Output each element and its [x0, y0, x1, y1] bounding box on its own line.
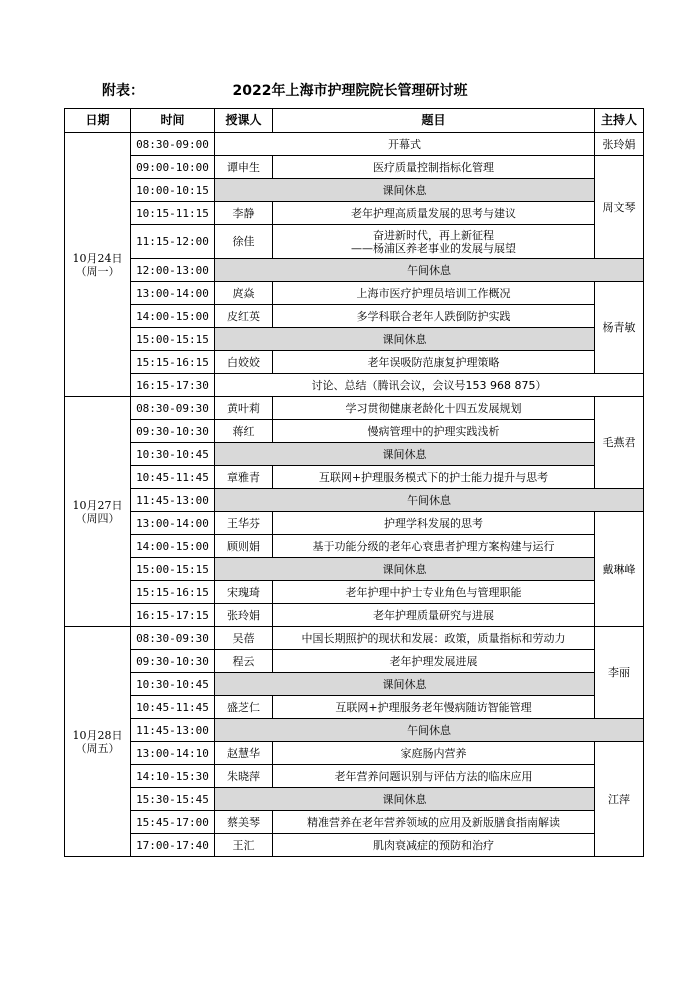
- topic-cell: 奋进新时代，再上新征程 ——杨浦区养老事业的发展与展望: [273, 225, 595, 259]
- table-row: [65, 696, 644, 719]
- discussion-cell: 讨论、总结（腾讯会议，会议号153 968 875）: [215, 374, 644, 397]
- break-cell: 课间休息: [215, 788, 595, 811]
- table-row: [65, 788, 644, 811]
- time-cell: 13:00-14:00: [131, 282, 215, 305]
- time-cell: 11:15-12:00: [131, 225, 215, 259]
- table-row: [65, 351, 644, 374]
- time-cell: 11:45-13:00: [131, 719, 215, 742]
- table-row: [65, 397, 644, 420]
- time-cell: 15:45-17:00: [131, 811, 215, 834]
- topic-cell: 上海市医疗护理员培训工作概况: [273, 282, 595, 305]
- topic-cell: 精准营养在老年营养领域的应用及新版膳食指南解读: [273, 811, 595, 834]
- time-cell: 10:30-10:45: [131, 443, 215, 466]
- topic-cell: 学习贯彻健康老龄化十四五发展规划: [273, 397, 595, 420]
- table-row: [65, 133, 644, 156]
- time-cell: 10:00-10:15: [131, 179, 215, 202]
- col-header-host: 主持人: [595, 109, 644, 133]
- table-row: [65, 558, 644, 581]
- time-cell: 16:15-17:30: [131, 374, 215, 397]
- speaker-cell: 蔡美琴: [215, 811, 273, 834]
- topic-cell: 多学科联合老年人跌倒防护实践: [273, 305, 595, 328]
- speaker-cell: 盛芝仁: [215, 696, 273, 719]
- speaker-cell: 张玲娟: [215, 604, 273, 627]
- host-cell: 戴琳峰: [595, 512, 644, 627]
- speaker-cell: 皮红英: [215, 305, 273, 328]
- table-row: [65, 443, 644, 466]
- table-row: [65, 650, 644, 673]
- speaker-cell: 王汇: [215, 834, 273, 857]
- time-cell: 08:30-09:00: [131, 133, 215, 156]
- host-cell: 毛燕君: [595, 397, 644, 489]
- topic-cell: 互联网+护理服务模式下的护士能力提升与思考: [273, 466, 595, 489]
- speaker-cell: 朱晓萍: [215, 765, 273, 788]
- time-cell: 16:15-17:15: [131, 604, 215, 627]
- table-row: [65, 156, 644, 179]
- topic-cell: 开幕式: [215, 133, 595, 156]
- time-cell: 09:00-10:00: [131, 156, 215, 179]
- table-row: [65, 259, 644, 282]
- topic-cell: 老年护理中护士专业角色与管理职能: [273, 581, 595, 604]
- table-row: [65, 420, 644, 443]
- topic-cell: 老年护理高质量发展的思考与建议: [273, 202, 595, 225]
- topic-cell: 老年营养问题识别与评估方法的临床应用: [273, 765, 595, 788]
- speaker-cell: 赵慧华: [215, 742, 273, 765]
- speaker-cell: 庹焱: [215, 282, 273, 305]
- time-cell: 09:30-10:30: [131, 650, 215, 673]
- topic-cell: 慢病管理中的护理实践浅析: [273, 420, 595, 443]
- speaker-cell: 顾则娟: [215, 535, 273, 558]
- speaker-cell: 黄叶莉: [215, 397, 273, 420]
- host-cell: 江萍: [595, 742, 644, 857]
- table-row: [65, 673, 644, 696]
- break-cell: 午间休息: [215, 259, 644, 282]
- time-cell: 14:10-15:30: [131, 765, 215, 788]
- host-cell: 李丽: [595, 627, 644, 719]
- col-header-date: 日期: [65, 109, 131, 133]
- time-cell: 15:30-15:45: [131, 788, 215, 811]
- topic-cell: 互联网+护理服务老年慢病随访智能管理: [273, 696, 595, 719]
- time-cell: 14:00-15:00: [131, 305, 215, 328]
- table-row: [65, 834, 644, 857]
- table-row: [65, 742, 644, 765]
- time-cell: 15:15-16:15: [131, 351, 215, 374]
- time-cell: 13:00-14:00: [131, 512, 215, 535]
- topic-cell: 基于功能分级的老年心衰患者护理方案构建与运行: [273, 535, 595, 558]
- col-header-time: 时间: [131, 109, 215, 133]
- host-cell: 杨青敏: [595, 282, 644, 374]
- topic-cell: 护理学科发展的思考: [273, 512, 595, 535]
- table-row: [65, 627, 644, 650]
- break-cell: 午间休息: [215, 719, 644, 742]
- date-cell: 10月27日 （周四）: [65, 397, 131, 627]
- table-row: [65, 328, 644, 351]
- host-cell: 张玲娟: [595, 133, 644, 156]
- topic-cell: 家庭肠内营养: [273, 742, 595, 765]
- break-cell: 课间休息: [215, 673, 595, 696]
- time-cell: 08:30-09:30: [131, 627, 215, 650]
- schedule-table: [64, 108, 644, 857]
- time-cell: 13:00-14:10: [131, 742, 215, 765]
- time-cell: 17:00-17:40: [131, 834, 215, 857]
- table-row: [65, 604, 644, 627]
- speaker-cell: 蒋红: [215, 420, 273, 443]
- time-cell: 14:00-15:00: [131, 535, 215, 558]
- table-row: [65, 225, 644, 259]
- topic-cell: 中国长期照护的现状和发展：政策，质量指标和劳动力: [273, 627, 595, 650]
- topic-cell: 肌肉衰减症的预防和治疗: [273, 834, 595, 857]
- speaker-cell: 宋瑰琦: [215, 581, 273, 604]
- header-row: [65, 109, 644, 133]
- table-row: [65, 202, 644, 225]
- speaker-cell: 章雅青: [215, 466, 273, 489]
- speaker-cell: 白姣姣: [215, 351, 273, 374]
- table-row: [65, 581, 644, 604]
- break-cell: 课间休息: [215, 328, 595, 351]
- table-row: [65, 179, 644, 202]
- break-cell: 课间休息: [215, 558, 595, 581]
- topic-cell: 老年误吸防范康复护理策略: [273, 351, 595, 374]
- speaker-cell: 谭申生: [215, 156, 273, 179]
- break-cell: 午间休息: [215, 489, 644, 512]
- time-cell: 09:30-10:30: [131, 420, 215, 443]
- table-row: [65, 305, 644, 328]
- attachment-label: 附表：: [102, 83, 144, 99]
- table-row: [65, 535, 644, 558]
- speaker-cell: 王华芬: [215, 512, 273, 535]
- col-header-topic: 题目: [273, 109, 595, 133]
- table-row: [65, 811, 644, 834]
- document-title: 2022年上海市护理院院长管理研讨班: [232, 83, 468, 99]
- break-cell: 课间休息: [215, 179, 595, 202]
- table-row: [65, 374, 644, 397]
- topic-cell: 医疗质量控制指标化管理: [273, 156, 595, 179]
- table-row: [65, 489, 644, 512]
- break-cell: 课间休息: [215, 443, 595, 466]
- host-cell: 周文琴: [595, 156, 644, 259]
- speaker-cell: 吴蓓: [215, 627, 273, 650]
- speaker-cell: 程云: [215, 650, 273, 673]
- topic-cell: 老年护理质量研究与进展: [273, 604, 595, 627]
- time-cell: 10:45-11:45: [131, 696, 215, 719]
- speaker-cell: 李静: [215, 202, 273, 225]
- topic-cell: 老年护理发展进展: [273, 650, 595, 673]
- time-cell: 10:15-11:15: [131, 202, 215, 225]
- time-cell: 15:15-16:15: [131, 581, 215, 604]
- time-cell: 15:00-15:15: [131, 558, 215, 581]
- time-cell: 15:00-15:15: [131, 328, 215, 351]
- time-cell: 08:30-09:30: [131, 397, 215, 420]
- table-row: [65, 719, 644, 742]
- date-cell: 10月28日 （周五）: [65, 627, 131, 857]
- time-cell: 10:45-11:45: [131, 466, 215, 489]
- date-cell: 10月24日 （周一）: [65, 133, 131, 397]
- time-cell: 11:45-13:00: [131, 489, 215, 512]
- speaker-cell: 徐佳: [215, 225, 273, 259]
- table-row: [65, 466, 644, 489]
- table-row: [65, 765, 644, 788]
- table-row: [65, 282, 644, 305]
- time-cell: 10:30-10:45: [131, 673, 215, 696]
- table-row: [65, 512, 644, 535]
- col-header-speaker: 授课人: [215, 109, 273, 133]
- time-cell: 12:00-13:00: [131, 259, 215, 282]
